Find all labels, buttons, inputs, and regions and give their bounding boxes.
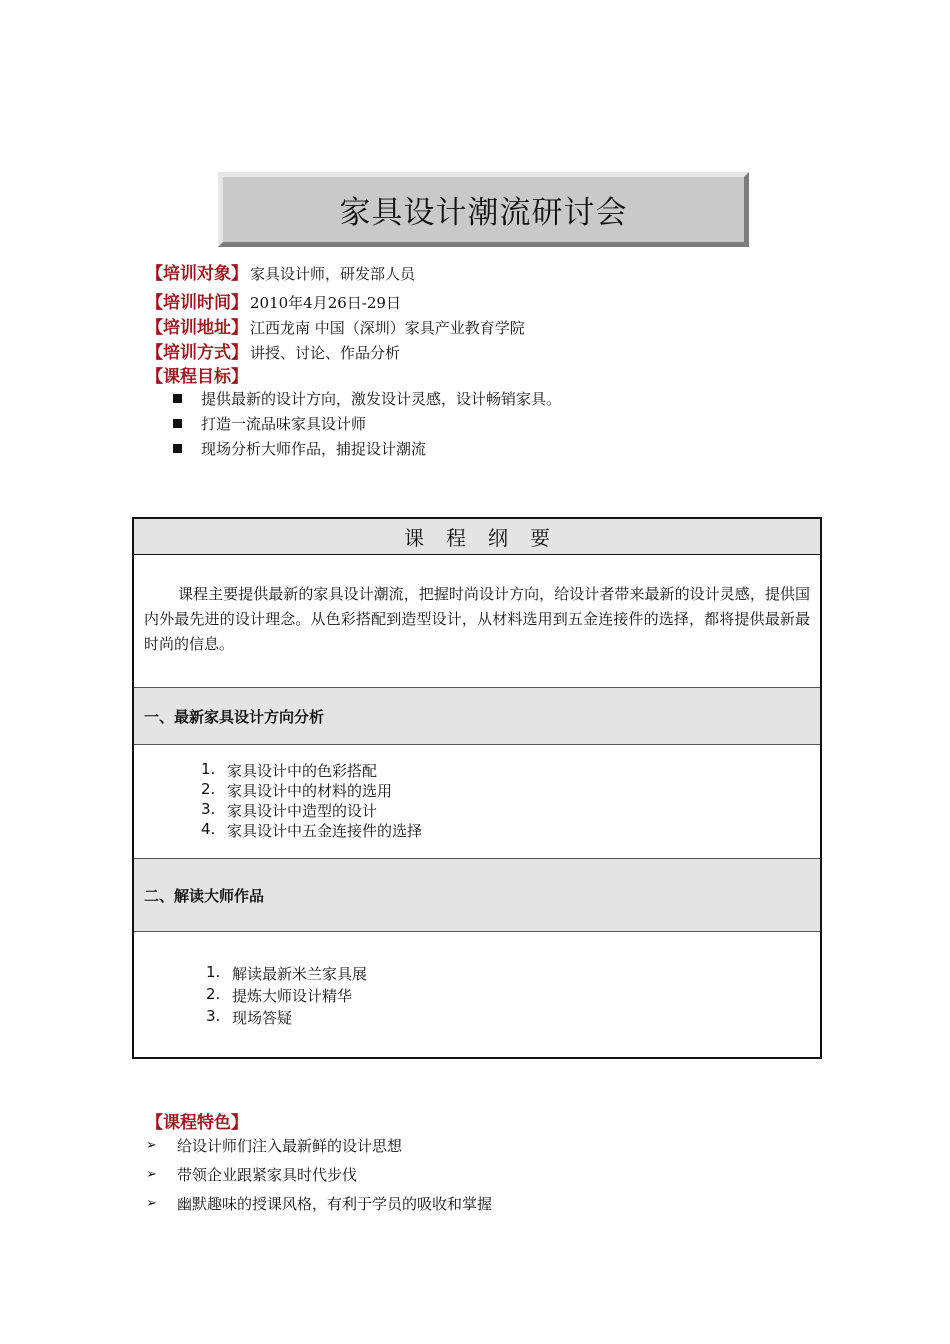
section-label: 二、解读大师作品 bbox=[144, 886, 265, 905]
goal-item bbox=[173, 437, 426, 459]
goal-text: 打造一流品味家具设计师 bbox=[201, 414, 367, 433]
item-text: 家具设计中五金连接件的选择 bbox=[227, 822, 423, 840]
info-value: 江西龙南 中国（深圳）家具产业教育学院 bbox=[250, 319, 525, 337]
arrow-bullet-icon: ➢ bbox=[146, 1195, 157, 1211]
list-item bbox=[201, 820, 422, 841]
item-text: 家具设计中造型的设计 bbox=[227, 802, 378, 820]
arrow-bullet-icon: ➢ bbox=[146, 1166, 157, 1182]
arrow-bullet-icon: ➢ bbox=[146, 1137, 157, 1153]
info-address bbox=[146, 313, 525, 337]
feature-text: 带领企业跟紧家具时代步伐 bbox=[177, 1165, 358, 1184]
item-number: 1. bbox=[206, 963, 221, 981]
item-text: 家具设计中的色彩搭配 bbox=[227, 762, 378, 780]
info-value: 讲授、讨论、作品分析 bbox=[250, 344, 401, 362]
goals-tag: 【课程目标】 bbox=[146, 367, 248, 387]
feature-item bbox=[146, 1133, 402, 1157]
features-tag: 【课程特色】 bbox=[146, 1113, 248, 1133]
info-tag: 【培训方式】 bbox=[146, 343, 248, 363]
list-item bbox=[201, 800, 377, 821]
feature-text: 幽默趣味的授课风格，有利于学员的吸收和掌握 bbox=[177, 1194, 493, 1213]
features-heading bbox=[146, 1108, 248, 1132]
outline-title: 课程纲要 bbox=[404, 526, 572, 550]
title-box bbox=[218, 172, 749, 247]
list-item bbox=[201, 760, 377, 781]
item-number: 3. bbox=[201, 800, 216, 818]
info-value: 2010年4月26日-29日 bbox=[250, 294, 401, 312]
info-audience bbox=[146, 259, 415, 283]
goal-text: 现场分析大师作品，捕捉设计潮流 bbox=[201, 439, 427, 458]
item-text: 解读最新米兰家具展 bbox=[232, 965, 368, 983]
info-tag: 【培训对象】 bbox=[146, 264, 248, 284]
outline-table bbox=[132, 517, 822, 1059]
item-number: 2. bbox=[201, 780, 216, 798]
info-time bbox=[146, 288, 401, 312]
list-item bbox=[206, 963, 367, 984]
section-header bbox=[134, 688, 820, 745]
feature-item bbox=[146, 1191, 492, 1215]
page-title: 家具设计潮流研讨会 bbox=[339, 195, 628, 231]
goal-text: 提供最新的设计方向，激发设计灵感，设计畅销家具。 bbox=[201, 389, 562, 408]
square-bullet-icon bbox=[173, 419, 182, 428]
section-header bbox=[134, 859, 820, 932]
info-tag: 【培训时间】 bbox=[146, 293, 248, 313]
item-text: 家具设计中的材料的选用 bbox=[227, 782, 393, 800]
list-item bbox=[206, 1007, 292, 1028]
section-list bbox=[134, 932, 820, 1056]
feature-text: 给设计师们注入最新鲜的设计思想 bbox=[177, 1136, 403, 1155]
item-text: 现场答疑 bbox=[232, 1009, 293, 1027]
item-number: 4. bbox=[201, 820, 216, 838]
outline-header bbox=[134, 519, 820, 555]
goal-item bbox=[173, 412, 366, 434]
section-label: 一、最新家具设计方向分析 bbox=[144, 707, 325, 726]
section-list bbox=[134, 745, 820, 859]
outline-intro bbox=[134, 555, 820, 688]
goal-item bbox=[173, 387, 561, 409]
intro-text: 课程主要提供最新的家具设计潮流，把握时尚设计方向，给设计者带来最新的设计灵感，提供国内外最先进的设计理念。从色彩搭配到造型设计，从材料选用到五金连接件的选择，都将提供最新最时尚的信息。 bbox=[144, 585, 810, 653]
info-method bbox=[146, 338, 400, 362]
square-bullet-icon bbox=[173, 444, 182, 453]
list-item bbox=[201, 780, 392, 801]
info-tag: 【培训地址】 bbox=[146, 318, 248, 338]
item-number: 1. bbox=[201, 760, 216, 778]
info-value: 家具设计师，研发部人员 bbox=[250, 265, 416, 283]
feature-item bbox=[146, 1162, 357, 1186]
goals-heading bbox=[146, 362, 248, 386]
item-number: 3. bbox=[206, 1007, 221, 1025]
list-item bbox=[206, 985, 352, 1006]
item-number: 2. bbox=[206, 985, 221, 1003]
square-bullet-icon bbox=[173, 394, 182, 403]
item-text: 提炼大师设计精华 bbox=[232, 987, 353, 1005]
